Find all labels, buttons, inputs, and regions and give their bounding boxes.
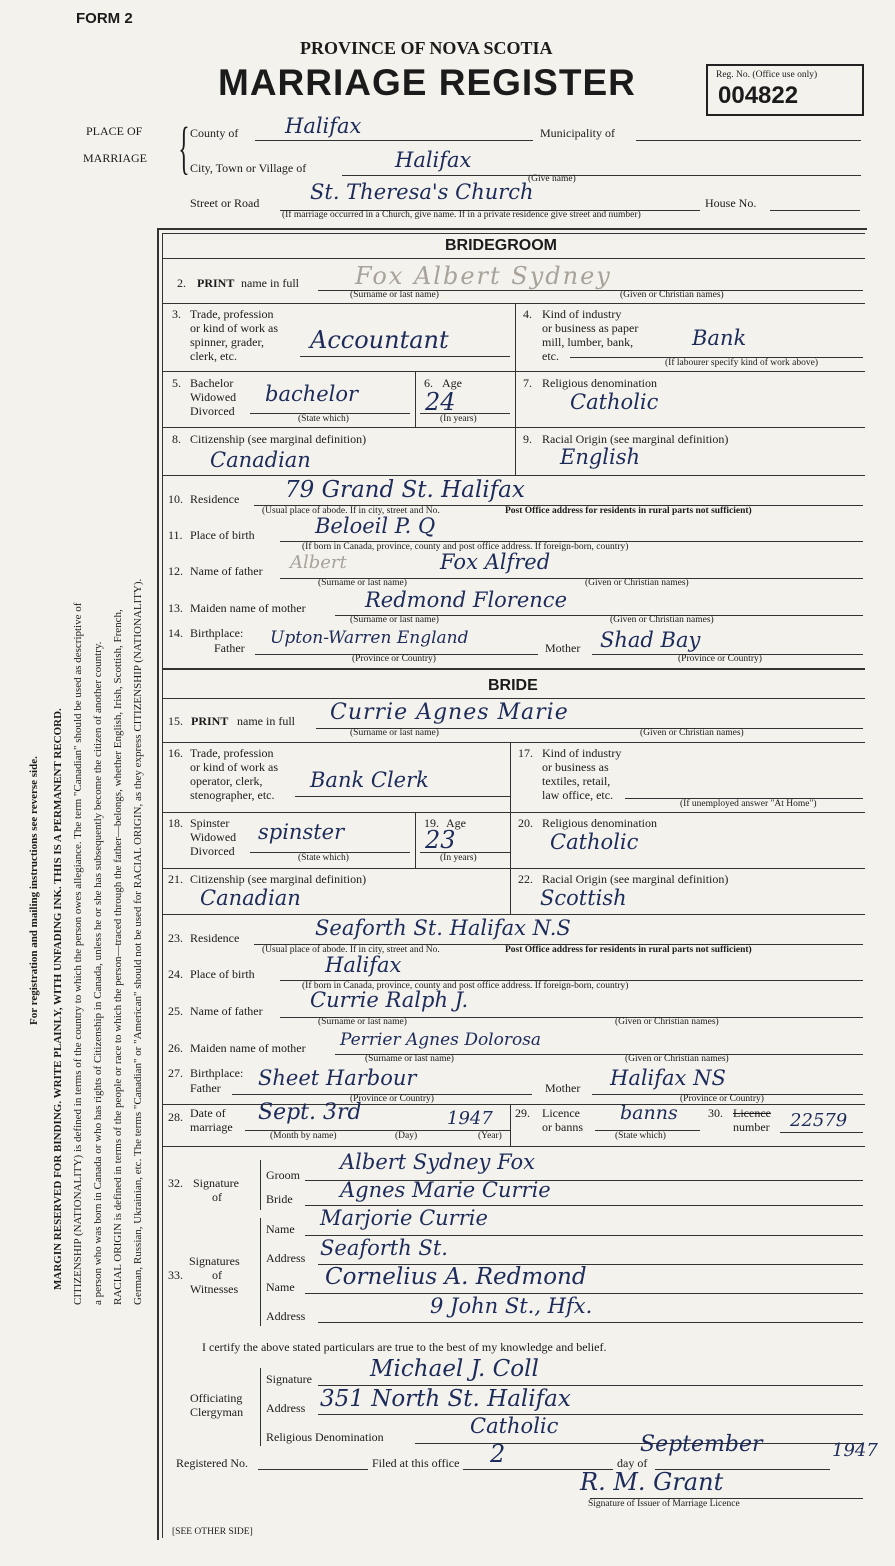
row2-bottom bbox=[162, 303, 865, 304]
bride-residence-value: Seaforth St. Halifax N.S bbox=[315, 916, 571, 940]
row18-bottom bbox=[162, 868, 865, 869]
bride-header-line bbox=[162, 698, 865, 699]
f4-num: 4. bbox=[523, 307, 532, 321]
f11-note: (If born in Canada, province, county and post office address. If foreign-born, country) bbox=[302, 542, 629, 552]
f32-bracket bbox=[260, 1160, 261, 1210]
f13-caption-b: (Given or Christian names) bbox=[610, 615, 714, 625]
f27-num: 27. bbox=[168, 1066, 183, 1080]
f5-num: 5. bbox=[172, 376, 181, 390]
see-other-side: [SEE OTHER SIDE] bbox=[172, 1527, 253, 1537]
city-value: Halifax bbox=[395, 148, 472, 172]
house-line bbox=[770, 210, 860, 211]
f21-num: 21. bbox=[168, 872, 183, 886]
f16-num: 16. bbox=[168, 746, 183, 760]
f24-label: Place of birth bbox=[190, 967, 255, 981]
witness1-name: Marjorie Currie bbox=[320, 1206, 488, 1230]
f19-label: Age bbox=[446, 816, 466, 830]
filed-year-value: 1947 bbox=[832, 1440, 878, 1461]
give-name-caption: (Give name) bbox=[528, 174, 576, 184]
marriage-year-value: 1947 bbox=[447, 1108, 493, 1129]
county-line bbox=[255, 140, 533, 141]
f29-l2: or banns bbox=[542, 1120, 583, 1134]
f11-num: 11. bbox=[168, 528, 183, 542]
f17-l3: textiles, retail, bbox=[542, 774, 611, 788]
f30-label2: number bbox=[733, 1120, 770, 1134]
f22-num: 22. bbox=[518, 872, 533, 886]
issuer-caption: Signature of Issuer of Marriage Licence bbox=[588, 1499, 740, 1509]
street-value: St. Theresa's Church bbox=[310, 180, 534, 204]
f32-num: 32. bbox=[168, 1176, 183, 1190]
groom-age-value: 24 bbox=[425, 388, 456, 416]
f2-label: name in full bbox=[241, 276, 299, 290]
form-number: FORM 2 bbox=[76, 10, 133, 27]
f3-num: 3. bbox=[172, 307, 181, 321]
registered-line bbox=[258, 1469, 368, 1470]
f16-l1: Trade, profession bbox=[190, 746, 274, 760]
f33-l1: Signatures bbox=[189, 1254, 240, 1268]
groom-citizenship-value: Canadian bbox=[210, 448, 311, 472]
f6-caption: (In years) bbox=[440, 414, 477, 424]
f33-l3: Witnesses bbox=[190, 1282, 239, 1296]
f18-l1: Spinster bbox=[190, 816, 230, 830]
f14-label: Birthplace: bbox=[190, 626, 244, 640]
f28-num: 28. bbox=[168, 1110, 183, 1124]
groom-racial-value: English bbox=[560, 445, 641, 469]
f17-num: 17. bbox=[518, 746, 533, 760]
row21-bottom bbox=[162, 914, 865, 915]
f9-num: 9. bbox=[523, 432, 532, 446]
officiating-bracket bbox=[260, 1368, 261, 1446]
bride-religion-value: Catholic bbox=[550, 830, 639, 854]
f12-label: Name of father bbox=[190, 564, 263, 578]
row28-bottom bbox=[162, 1146, 865, 1147]
f6-num: 6. bbox=[424, 376, 433, 390]
groom-mother-value: Redmond Florence bbox=[365, 588, 567, 612]
f30-label: Licence bbox=[733, 1106, 771, 1120]
f3-line bbox=[300, 356, 510, 357]
groom-religion-value: Catholic bbox=[570, 390, 659, 414]
f30-num: 30. bbox=[708, 1106, 723, 1120]
row16-bottom bbox=[162, 812, 865, 813]
row3-bottom bbox=[162, 371, 865, 372]
f10-label: Residence bbox=[190, 492, 240, 506]
f21-label: Citizenship (see marginal definition) bbox=[190, 872, 367, 886]
f22-label: Racial Origin (see marginal definition) bbox=[542, 872, 729, 886]
county-value: Halifax bbox=[285, 114, 362, 138]
filed-day-value: 2 bbox=[490, 1440, 506, 1468]
witness2-address: 9 John St., Hfx. bbox=[430, 1294, 593, 1318]
f19-caption: (In years) bbox=[440, 853, 477, 863]
f29-num: 29. bbox=[515, 1106, 530, 1120]
filed-month-value: September bbox=[640, 1432, 763, 1457]
certify-text: I certify the above stated particulars are true to the best of my knowledge and belief. bbox=[202, 1340, 607, 1354]
f5-l2: Widowed bbox=[190, 390, 237, 404]
groom-father-value: Fox Alfred bbox=[440, 550, 551, 574]
f9-label: Racial Origin (see marginal definition) bbox=[542, 432, 729, 446]
margin-racial-def-1: RACIAL ORIGIN is defined in terms of the people or race to which the person—traced through the father—belongs, whether English, Irish, Scottish, French, bbox=[112, 609, 124, 1305]
f27-mother: Mother bbox=[545, 1081, 581, 1095]
f17-note: (If unemployed answer "At Home") bbox=[680, 799, 817, 809]
f14-father: Father bbox=[214, 641, 245, 655]
f23-num: 23. bbox=[168, 931, 183, 945]
reg-no-label: Reg. No. (Office use only) bbox=[716, 70, 818, 80]
row8-divider bbox=[515, 427, 516, 475]
row5-divider-a bbox=[415, 371, 416, 427]
bride-age-value: 23 bbox=[425, 826, 456, 854]
f28-caption-month: (Month by name) bbox=[270, 1131, 337, 1141]
row3-divider bbox=[515, 303, 516, 371]
clergy-sig-label: Signature bbox=[266, 1372, 312, 1386]
groom-name-value: Fox Albert Sydney bbox=[355, 262, 612, 290]
f16-line bbox=[295, 796, 510, 797]
page-title: MARRIAGE REGISTER bbox=[218, 62, 636, 103]
f4-l1: Kind of industry bbox=[542, 307, 622, 321]
province-heading: PROVINCE OF NOVA SCOTIA bbox=[300, 38, 553, 58]
frame-inner-top bbox=[162, 233, 865, 234]
row28-divider bbox=[510, 1104, 511, 1146]
f33-bracket bbox=[260, 1218, 261, 1326]
place-note: (If marriage occurred in a Church, give name. If in a private residence give street and number) bbox=[282, 210, 641, 220]
bride-racial-value: Scottish bbox=[540, 886, 627, 910]
f15-caption-a: (Surname or last name) bbox=[350, 728, 439, 738]
f18-l2: Widowed bbox=[190, 830, 237, 844]
f5-caption: (State which) bbox=[298, 414, 349, 424]
f26-caption-b: (Given or Christian names) bbox=[625, 1054, 729, 1064]
f15-caption-b: (Given or Christian names) bbox=[640, 728, 744, 738]
groom-father-birthplace: Upton-Warren England bbox=[270, 628, 469, 648]
groom-industry-value: Bank bbox=[692, 326, 747, 350]
clergy-address: 351 North St. Halifax bbox=[320, 1386, 571, 1412]
w1-address-label: Address bbox=[266, 1251, 306, 1265]
f3-l1: Trade, profession bbox=[190, 307, 274, 321]
f20-num: 20. bbox=[518, 816, 533, 830]
f28-l1: Date of bbox=[190, 1106, 226, 1120]
f5-l1: Bachelor bbox=[190, 376, 234, 390]
bride-trade-value: Bank Clerk bbox=[310, 768, 429, 792]
f18-num: 18. bbox=[168, 816, 183, 830]
f26-num: 26. bbox=[168, 1041, 183, 1055]
f27-label: Birthplace: bbox=[190, 1066, 244, 1080]
bride-mother-birthplace: Halifax NS bbox=[610, 1066, 726, 1090]
f28-caption-year: (Year) bbox=[478, 1131, 502, 1141]
bride-father-value: Currie Ralph J. bbox=[310, 988, 469, 1012]
f14-caption-a: (Province or Country) bbox=[352, 654, 436, 664]
licence-banns-value: banns bbox=[620, 1102, 678, 1124]
margin-racial-def-2: German, Russian, Ukrainian, etc. The terms "Canadian" or "American" should not be used for RACIAL ORIGIN, as they express CITIZENSHIP (NATIONALITY). bbox=[132, 578, 144, 1305]
place-brace: { bbox=[178, 115, 190, 180]
groom-marital-value: bachelor bbox=[265, 382, 359, 406]
f12-num: 12. bbox=[168, 564, 183, 578]
f7-label: Religious denomination bbox=[542, 376, 657, 390]
bride-section-header: BRIDE bbox=[488, 677, 538, 694]
bride-father-birthplace: Sheet Harbour bbox=[258, 1066, 417, 1090]
f18-caption: (State which) bbox=[298, 853, 349, 863]
groom-father-faded: Albert bbox=[290, 552, 347, 573]
f29-l1: Licence bbox=[542, 1106, 580, 1120]
f17-l4: law office, etc. bbox=[542, 788, 614, 802]
f19-num: 19. bbox=[424, 816, 439, 830]
margin-binding-note: MARGIN RESERVED FOR BINDING. WRITE PLAINLY, WITH UNFADING INK. THIS IS A PERMANENT RECORD. bbox=[52, 708, 64, 1290]
bride-signature: Agnes Marie Currie bbox=[340, 1178, 551, 1202]
f10-note: (Usual place of abode. If in city, street and No. bbox=[262, 506, 440, 516]
w2-address-label: Address bbox=[266, 1309, 306, 1323]
f11-label: Place of birth bbox=[190, 528, 255, 542]
f10-note-bold: Post Office address for residents in rural parts not sufficient) bbox=[505, 506, 752, 516]
f23-note: (Usual place of abode. If in city, street and No. bbox=[262, 945, 440, 955]
f23-label: Residence bbox=[190, 931, 240, 945]
f6-label: Age bbox=[442, 376, 462, 390]
f8-label: Citizenship (see marginal definition) bbox=[190, 432, 367, 446]
f30-line bbox=[780, 1132, 863, 1133]
f12-caption-a: (Surname or last name) bbox=[318, 578, 407, 588]
f13-num: 13. bbox=[168, 601, 183, 615]
surname-caption: (Surname or last name) bbox=[350, 290, 439, 300]
f26-caption-a: (Surname or last name) bbox=[365, 1054, 454, 1064]
witness2-name: Cornelius A. Redmond bbox=[325, 1264, 587, 1290]
f4-l2: or business as paper bbox=[542, 321, 639, 335]
f32-l1: Signature bbox=[193, 1176, 239, 1190]
clergy-religion-line bbox=[415, 1443, 863, 1444]
f13-caption-a: (Surname or last name) bbox=[350, 615, 439, 625]
groom-section-header: BRIDEGROOM bbox=[445, 237, 557, 254]
f4-l3: mill, lumber, bank, bbox=[542, 335, 634, 349]
f26-label: Maiden name of mother bbox=[190, 1041, 306, 1055]
row5-bottom bbox=[162, 427, 865, 428]
row18-divider-a bbox=[415, 812, 416, 868]
f14-caption-b: (Province or Country) bbox=[678, 654, 762, 664]
f28-l2: marriage bbox=[190, 1120, 233, 1134]
clergy-address-line bbox=[318, 1414, 863, 1415]
f14-mother: Mother bbox=[545, 641, 581, 655]
groom-section-bottom bbox=[162, 668, 865, 670]
place-label-2: MARRIAGE bbox=[83, 151, 148, 165]
f2-print: PRINT bbox=[197, 276, 235, 290]
street-label: Street or Road bbox=[190, 196, 260, 210]
licence-number-value: 22579 bbox=[790, 1110, 848, 1131]
f4-l4: etc. bbox=[542, 349, 559, 363]
given-caption: (Given or Christian names) bbox=[620, 290, 724, 300]
clergy-religion-label: Religious Denomination bbox=[266, 1430, 384, 1444]
margin-citizenship-def-1: CITIZENSHIP (NATIONALITY) is defined in terms of the country to which the person owes allegiance. The term "Canadian" should be used as descriptive of bbox=[72, 602, 84, 1305]
row18-divider-b bbox=[510, 812, 511, 868]
reg-no-box bbox=[706, 64, 864, 116]
place-label-1: PLACE OF bbox=[86, 124, 143, 138]
f23-note-bold: Post Office address for residents in rural parts not sufficient) bbox=[505, 945, 752, 955]
groom-birthplace-value: Beloeil P. Q bbox=[315, 514, 436, 538]
groom-header-line bbox=[162, 258, 865, 259]
f16-l4: stenographer, etc. bbox=[190, 788, 275, 802]
f13-label: Maiden name of mother bbox=[190, 601, 306, 615]
f3-l4: clerk, etc. bbox=[190, 349, 237, 363]
filed-label: Filed at this office bbox=[372, 1456, 460, 1470]
issuer-signature: R. M. Grant bbox=[580, 1468, 724, 1496]
f32-l2: of bbox=[212, 1190, 222, 1204]
f4-note: (If labourer specify kind of work above) bbox=[665, 358, 818, 368]
f3-l3: spinner, grader, bbox=[190, 335, 265, 349]
bride-citizenship-value: Canadian bbox=[200, 886, 301, 910]
f10-num: 10. bbox=[168, 492, 183, 506]
reg-no-value: 004822 bbox=[718, 82, 799, 109]
f27-caption-b: (Province or Country) bbox=[680, 1094, 764, 1104]
f25-caption-b: (Given or Christian names) bbox=[615, 1017, 719, 1027]
f33-l2: of bbox=[212, 1268, 222, 1282]
w2-address-line bbox=[318, 1322, 863, 1323]
groom-trade-value: Accountant bbox=[310, 326, 449, 354]
bride-marital-value: spinster bbox=[258, 820, 345, 844]
f7-num: 7. bbox=[523, 376, 532, 390]
f18-l3: Divorced bbox=[190, 844, 235, 858]
bride-name-value: Currie Agnes Marie bbox=[330, 700, 569, 725]
row16-divider bbox=[510, 742, 511, 812]
f5-l3: Divorced bbox=[190, 404, 235, 418]
row8-bottom bbox=[162, 475, 865, 476]
margin-citizenship-def-2: a person who was born in Canada or who has rights of Citizenship in Canada, unless he or she has subsequently become the citizen of another country. bbox=[92, 641, 104, 1305]
groom-sig-label: Groom bbox=[266, 1168, 300, 1182]
witness1-address: Seaforth St. bbox=[320, 1236, 448, 1260]
clergy-address-label: Address bbox=[266, 1401, 306, 1415]
city-line bbox=[342, 175, 861, 176]
clergy-signature: Michael J. Coll bbox=[370, 1356, 539, 1382]
f24-note: (If born in Canada, province, county and post office address. If foreign-born, country) bbox=[302, 981, 629, 991]
f17-l1: Kind of industry bbox=[542, 746, 622, 760]
f25-num: 25. bbox=[168, 1004, 183, 1018]
marriage-date-value: Sept. 3rd bbox=[258, 1100, 362, 1125]
f27-caption-a: (Province or Country) bbox=[350, 1094, 434, 1104]
bride-birthplace-value: Halifax bbox=[325, 953, 402, 977]
f17-l2: or business as bbox=[542, 760, 609, 774]
f12-caption-b: (Given or Christian names) bbox=[585, 578, 689, 588]
officiating-l1: Officiating bbox=[190, 1391, 243, 1405]
f27-father: Father bbox=[190, 1081, 221, 1095]
bride-mother-value: Perrier Agnes Dolorosa bbox=[340, 1030, 542, 1050]
officiating-l2: Clergyman bbox=[190, 1405, 244, 1419]
groom-mother-birthplace: Shad Bay bbox=[600, 628, 701, 652]
frame-inner-left bbox=[162, 233, 163, 1538]
f29-caption: (State which) bbox=[615, 1131, 666, 1141]
row21-divider bbox=[510, 868, 511, 914]
groom-residence-value: 79 Grand St. Halifax bbox=[285, 477, 525, 503]
city-label: City, Town or Village of bbox=[190, 161, 307, 175]
clergy-religion: Catholic bbox=[470, 1414, 559, 1438]
f16-l2: or kind of work as bbox=[190, 760, 278, 774]
row15-bottom bbox=[162, 742, 865, 743]
f33-num: 33. bbox=[168, 1268, 183, 1282]
municipality-label: Municipality of bbox=[540, 126, 615, 140]
f2-num: 2. bbox=[177, 276, 186, 290]
f15-num: 15. bbox=[168, 714, 183, 728]
groom-signature: Albert Sydney Fox bbox=[340, 1150, 535, 1174]
registered-label: Registered No. bbox=[176, 1456, 248, 1470]
row5-divider-b bbox=[515, 371, 516, 427]
f8-num: 8. bbox=[172, 432, 181, 446]
f3-l2: or kind of work as bbox=[190, 321, 278, 335]
county-label: County of bbox=[190, 126, 239, 140]
w1-name-label: Name bbox=[266, 1222, 295, 1236]
f15-label: name in full bbox=[237, 714, 295, 728]
f15-print: PRINT bbox=[191, 714, 229, 728]
f24-num: 24. bbox=[168, 967, 183, 981]
f20-label: Religious denomination bbox=[542, 816, 657, 830]
margin-instructions: For registration and mailing instructions see reverse side. bbox=[28, 756, 40, 1025]
f14-num: 14. bbox=[168, 626, 183, 640]
bride-sig-label: Bride bbox=[266, 1192, 293, 1206]
w2-name-label: Name bbox=[266, 1280, 295, 1294]
municipality-line bbox=[636, 140, 861, 141]
house-label: House No. bbox=[705, 196, 757, 210]
f28-caption-day: (Day) bbox=[395, 1131, 418, 1141]
day-of-label: day of bbox=[617, 1456, 648, 1470]
f25-label: Name of father bbox=[190, 1004, 263, 1018]
f16-l3: operator, clerk, bbox=[190, 774, 263, 788]
f25-caption-a: (Surname or last name) bbox=[318, 1017, 407, 1027]
